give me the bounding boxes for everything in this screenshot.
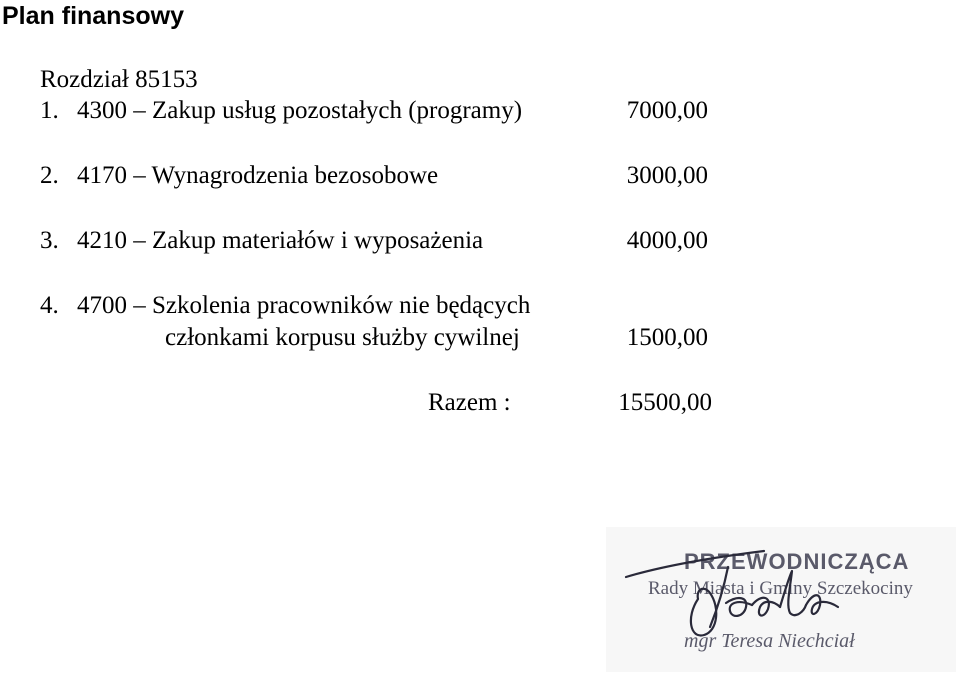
item-amount: 4000,00 xyxy=(626,227,708,254)
stamp-signatory: mgr Teresa Niechciał xyxy=(684,630,855,652)
total-amount: 15500,00 xyxy=(618,389,712,416)
item-description: 4300 – Zakup usług pozostałych (programy) xyxy=(77,97,523,124)
item-number: 3. xyxy=(40,227,59,254)
list-item xyxy=(0,95,960,127)
item-number: 4. xyxy=(40,292,59,319)
item-description: 4170 – Wynagrodzenia bezosobowe xyxy=(77,162,439,189)
signature-stroke xyxy=(726,598,752,616)
total-label: Razem : xyxy=(428,389,511,416)
document-title: Plan finansowy xyxy=(2,2,184,30)
item-amount: 7000,00 xyxy=(626,97,708,124)
stamp-graphic xyxy=(606,527,956,672)
stamp-council: Rady Miasta i Gminy Szczekociny xyxy=(648,578,913,599)
stamp-title: PRZEWODNICZĄCA xyxy=(684,549,910,574)
official-stamp xyxy=(606,527,956,672)
list-item-continuation xyxy=(0,322,960,354)
item-number: 1. xyxy=(40,97,59,124)
list-item xyxy=(0,225,960,257)
item-amount: 3000,00 xyxy=(626,162,708,189)
section-heading: Rozdział 85153 xyxy=(40,66,198,93)
item-description-continuation: członkami korpusu służby cywilnej xyxy=(165,324,520,351)
item-description: 4210 – Zakup materiałów i wyposażenia xyxy=(77,227,484,254)
item-amount: 1500,00 xyxy=(626,324,708,351)
item-description: 4700 – Szkolenia pracowników nie będących xyxy=(77,292,531,319)
list-item xyxy=(0,160,960,192)
total-row xyxy=(0,387,960,419)
list-item xyxy=(0,290,960,322)
signature-stroke xyxy=(752,598,780,616)
item-number: 2. xyxy=(40,162,59,189)
